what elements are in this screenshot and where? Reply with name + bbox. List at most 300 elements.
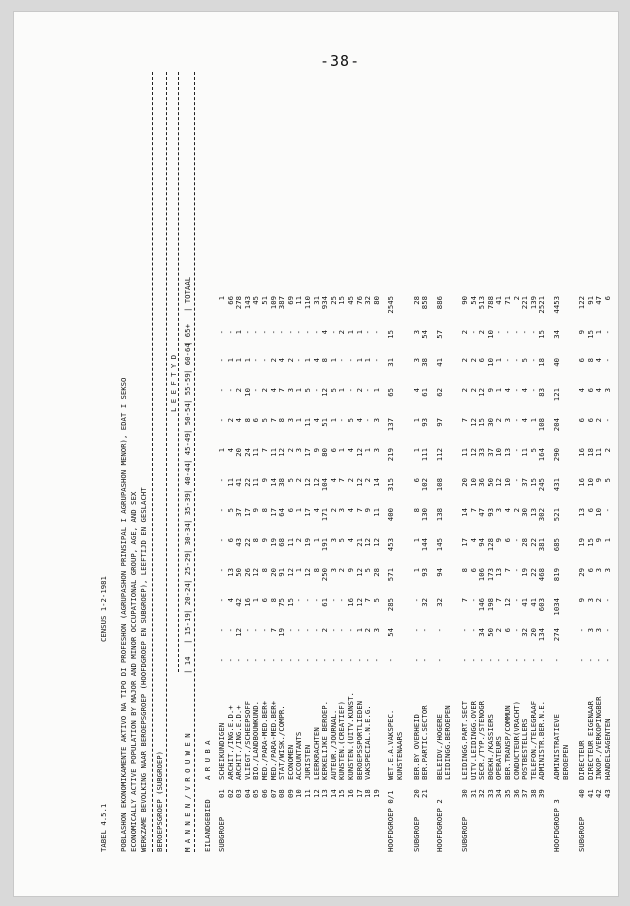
table-cell: 381 bbox=[537, 538, 547, 552]
table-cell: - bbox=[468, 330, 478, 335]
total-cell: 137 bbox=[386, 418, 396, 432]
table-cell: 38 bbox=[420, 358, 430, 367]
table-cell: - bbox=[511, 358, 521, 363]
total-cell: 54 bbox=[386, 628, 396, 637]
table-cell: 4 bbox=[311, 358, 321, 363]
table-cell: - bbox=[225, 628, 235, 633]
table-cell: 4 bbox=[311, 418, 321, 423]
table-cell: 9 bbox=[577, 330, 587, 335]
table-cell: 19 bbox=[577, 538, 587, 547]
table-cell: 66 bbox=[225, 296, 235, 305]
row-number: 42 bbox=[594, 789, 604, 798]
table-cell: 146 bbox=[477, 598, 487, 612]
table-cell: - bbox=[511, 418, 521, 423]
table-cell: 387 bbox=[277, 296, 287, 310]
total-cell: 400 bbox=[386, 508, 396, 522]
row-label: POSTBESTELLERS bbox=[520, 718, 530, 780]
table-cell: 111 bbox=[420, 448, 430, 462]
area-name: A R U B A bbox=[203, 740, 212, 780]
table-cell: 11 bbox=[251, 478, 261, 487]
table-cell: 108 bbox=[537, 418, 547, 432]
table-cell: 8 bbox=[585, 358, 595, 363]
table-cell: 12 bbox=[477, 388, 487, 397]
row-number: 41 bbox=[585, 789, 595, 798]
total-cell: 112 bbox=[434, 448, 444, 462]
table-cell: 20 bbox=[460, 478, 469, 487]
table-cell: 17 bbox=[242, 508, 252, 517]
table-cell: 2 bbox=[285, 448, 295, 453]
row-number: 36 bbox=[511, 789, 521, 798]
table-cell: 51 bbox=[320, 418, 330, 427]
major-group-name-2: LEIDINGG.BEROEPEN bbox=[443, 705, 453, 780]
table-cell: 11 bbox=[460, 448, 469, 457]
row-label: STAT/WISK./COMPR. bbox=[277, 705, 287, 780]
table-cell: 50 bbox=[485, 478, 495, 487]
table-cell: 4 bbox=[577, 388, 587, 393]
total-cell: 41 bbox=[434, 358, 444, 367]
table-cell: 11 bbox=[594, 448, 604, 457]
row-label: ARCHIT./ING.E.D.+ bbox=[234, 705, 244, 780]
table-cell: 9 bbox=[346, 568, 355, 573]
table-cell: 858 bbox=[420, 296, 430, 310]
table-cell: - bbox=[477, 658, 487, 663]
table-cell: 3 bbox=[603, 568, 612, 573]
row-number: 38 bbox=[528, 789, 538, 798]
table-cell: 9 bbox=[594, 538, 604, 543]
table-cell: 8 bbox=[411, 508, 421, 513]
table-cell: 1 bbox=[494, 388, 504, 393]
row-number: 06 bbox=[260, 789, 269, 798]
table-cell: 50 bbox=[485, 628, 495, 637]
row-label: ECONOMEN bbox=[285, 744, 295, 780]
table-cell: 41 bbox=[520, 598, 530, 607]
table-cell: - bbox=[251, 628, 261, 633]
row-number: 35 bbox=[503, 789, 512, 798]
table-cell: 4 bbox=[503, 508, 512, 513]
title-line: WERKZAME BEVOLKING NAAR BEROEPSGROEP (HOOFDGROEP EN SUBGROEP), LEEFTIJD EN GESLACHT bbox=[139, 487, 148, 852]
table-cell: 2 bbox=[346, 478, 355, 483]
row-number: 11 bbox=[303, 789, 312, 798]
table-cell: 110 bbox=[303, 296, 312, 310]
table-cell: - bbox=[328, 330, 338, 335]
table-cell: 12 bbox=[303, 568, 312, 577]
total-cell: 571 bbox=[386, 568, 396, 582]
row-number: 07 bbox=[268, 789, 278, 798]
table-cell: 2 bbox=[460, 358, 469, 363]
table-cell: - bbox=[603, 598, 612, 603]
major-group-name: WET.E.A.VAKSPEC. bbox=[386, 709, 396, 780]
row-label: VLIEGT./SCHEEPSOFF bbox=[242, 700, 252, 780]
age-col-header: | 60-64 bbox=[183, 343, 192, 374]
table-cell: 2521 bbox=[537, 296, 547, 314]
table-cell: 10 bbox=[468, 478, 478, 487]
table-cell: 2 bbox=[363, 628, 373, 633]
table-cell: 6 bbox=[260, 598, 269, 603]
table-cell: - bbox=[242, 658, 252, 663]
table-number: TABEL 4.5.1 bbox=[99, 803, 108, 852]
table-cell: 10 bbox=[594, 508, 604, 517]
row-label: SECR./TYP./STENOGR bbox=[477, 700, 487, 780]
table-cell: 1 bbox=[494, 358, 504, 363]
total-cell: 453 bbox=[386, 538, 396, 552]
table-cell: 1 bbox=[346, 330, 355, 335]
table-cell: - bbox=[411, 598, 421, 603]
table-cell: 7 bbox=[354, 508, 364, 513]
table-cell: 1 bbox=[411, 568, 421, 573]
table-cell: 80 bbox=[320, 448, 330, 457]
row-number: 20 bbox=[411, 789, 421, 798]
row-number: 13 bbox=[320, 789, 330, 798]
table-cell: - bbox=[328, 628, 338, 633]
table-cell: 8 bbox=[311, 568, 321, 573]
row-number: 03 bbox=[234, 789, 244, 798]
table-cell: 9 bbox=[251, 508, 261, 513]
row-number: 40 bbox=[577, 789, 587, 798]
row-label: UITV.LEIDINGG.OVER bbox=[468, 700, 478, 780]
table-cell: - bbox=[520, 330, 530, 335]
total-cell: 431 bbox=[552, 478, 561, 492]
table-cell: 3 bbox=[371, 628, 381, 633]
table-cell: 2 bbox=[594, 418, 604, 423]
table-cell: 4 bbox=[468, 538, 478, 543]
total-cell: 65 bbox=[386, 388, 396, 397]
table-cell: 11 bbox=[371, 508, 381, 517]
table-cell: 3 bbox=[594, 628, 604, 633]
table-cell: 2 bbox=[460, 330, 469, 335]
table-cell: - bbox=[511, 538, 521, 543]
table-cell: - bbox=[217, 658, 226, 663]
page-number: -38- bbox=[320, 52, 361, 70]
table-cell: - bbox=[363, 388, 373, 393]
table-cell: - bbox=[294, 330, 304, 335]
major-group-name-2: BEROEPEN bbox=[560, 744, 570, 780]
table-cell: 12 bbox=[234, 628, 244, 637]
table-cell: 1 bbox=[294, 568, 304, 573]
table-cell: 21 bbox=[354, 538, 364, 547]
table-cell: - bbox=[311, 598, 321, 603]
table-cell: 4 bbox=[320, 330, 330, 335]
table-cell: - bbox=[346, 388, 355, 393]
table-cell: 198 bbox=[485, 598, 495, 612]
table-cell: 14 bbox=[268, 478, 278, 487]
row-number: 14 bbox=[328, 789, 338, 798]
total-cell: 285 bbox=[386, 598, 396, 612]
table-cell: 28 bbox=[371, 568, 381, 577]
table-cell: 6 bbox=[468, 568, 478, 573]
table-cell: 76 bbox=[354, 296, 364, 305]
row-label: ADMINISTR.BER.N.E. bbox=[537, 700, 547, 780]
table-cell: - bbox=[268, 330, 278, 335]
table-cell: 4 bbox=[234, 418, 244, 423]
row-number: 37 bbox=[520, 789, 530, 798]
table-cell: 122 bbox=[577, 296, 587, 310]
table-cell: - bbox=[577, 658, 587, 663]
table-cell: - bbox=[603, 658, 612, 663]
table-cell: 91 bbox=[585, 296, 595, 305]
table-cell: - bbox=[225, 330, 235, 335]
row-label: TELEFON./TELEGRAAF bbox=[528, 700, 538, 780]
table-cell: 6 bbox=[577, 418, 587, 423]
table-cell: - bbox=[371, 658, 381, 663]
table-cell: - bbox=[311, 388, 321, 393]
table-cell: 22 bbox=[528, 538, 538, 547]
table-cell: - bbox=[411, 658, 421, 663]
table-cell: 37 bbox=[520, 478, 530, 487]
table-cell: 32 bbox=[520, 628, 530, 637]
total-cell: 886 bbox=[434, 296, 444, 310]
table-cell: - bbox=[277, 330, 287, 335]
table-cell: 603 bbox=[537, 598, 547, 612]
table-cell: 9 bbox=[311, 448, 321, 453]
table-cell: 7 bbox=[460, 418, 469, 423]
table-cell: - bbox=[303, 598, 312, 603]
table-cell: 90 bbox=[460, 296, 469, 305]
table-cell: 29 bbox=[577, 568, 587, 577]
table-cell: 1 bbox=[354, 330, 364, 335]
table-cell: 128 bbox=[485, 538, 495, 552]
table-cell: 6 bbox=[585, 508, 595, 513]
table-cell: - bbox=[603, 418, 612, 423]
table-cell: 12 bbox=[277, 448, 287, 457]
total-cell: 685 bbox=[552, 538, 561, 552]
row-number: 16 bbox=[346, 789, 355, 798]
table-cell: 30 bbox=[485, 418, 495, 427]
table-cell: 71 bbox=[503, 296, 512, 305]
table-cell: - bbox=[217, 478, 226, 483]
table-cell: 12 bbox=[320, 388, 330, 397]
table-cell: 10 bbox=[242, 388, 252, 397]
table-cell: 15 bbox=[585, 330, 595, 339]
table-cell: - bbox=[337, 628, 347, 633]
table-cell: 12 bbox=[354, 448, 364, 457]
table-cell: 5 bbox=[371, 598, 381, 603]
table-cell: 5 bbox=[363, 568, 373, 573]
table-cell: - bbox=[511, 598, 521, 603]
total-cell: 315 bbox=[386, 478, 396, 492]
table-cell: 3 bbox=[371, 418, 381, 423]
table-cell: 2 bbox=[354, 388, 364, 393]
table-cell: 12 bbox=[285, 568, 295, 577]
table-cell: - bbox=[468, 658, 478, 663]
table-cell: 10 bbox=[585, 478, 595, 487]
age-col-header: | 20-24 bbox=[183, 583, 192, 614]
table-cell: 5 bbox=[520, 358, 530, 363]
row-label: KUNSTEN.(UITV.KUNST. bbox=[346, 692, 355, 780]
table-cell: - bbox=[460, 658, 469, 663]
table-cell: - bbox=[311, 628, 321, 633]
table-cell: 13 bbox=[225, 568, 235, 577]
table-cell: 3 bbox=[585, 628, 595, 633]
table-cell: 3 bbox=[294, 448, 304, 453]
table-cell: 106 bbox=[477, 568, 487, 582]
table-cell: 13 bbox=[503, 448, 512, 457]
age-col-header: | 35-39 bbox=[183, 493, 192, 524]
table-cell: 12 bbox=[354, 568, 364, 577]
table-cell: 12 bbox=[354, 598, 364, 607]
row-label: BOEKH./KASSIERS bbox=[485, 714, 495, 780]
table-cell: 3 bbox=[594, 568, 604, 573]
table-cell: - bbox=[346, 358, 355, 363]
table-cell: 19 bbox=[303, 538, 312, 547]
table-cell: 5 bbox=[603, 478, 612, 483]
table-cell: 22 bbox=[528, 568, 538, 577]
group-col-header: BEROEPSGROEP (SUBGROEP) bbox=[155, 750, 164, 852]
age-col-header: | 45-49 bbox=[183, 433, 192, 464]
title-line: ECONOMICALLY ACTIVE POPULATION BY MAJOR AND MINOR OCCUPATIONAL GROUP, AGE, AND SEX bbox=[129, 491, 138, 852]
total-cell: 1034 bbox=[552, 598, 561, 616]
table-cell: 41 bbox=[494, 296, 504, 305]
row-label: BEROEPSSPORTLIEDEN bbox=[354, 700, 364, 780]
table-cell: 4 bbox=[277, 358, 287, 363]
table-cell: 4 bbox=[346, 448, 355, 453]
table-cell: 8 bbox=[460, 568, 469, 573]
table-cell: 8 bbox=[277, 418, 287, 423]
table-cell: 93 bbox=[420, 418, 430, 427]
row-number: 12 bbox=[311, 789, 321, 798]
table-cell: - bbox=[511, 628, 521, 633]
table-cell: - bbox=[217, 330, 226, 335]
table-cell: - bbox=[363, 330, 373, 335]
total-cell: 4453 bbox=[552, 296, 561, 314]
table-cell: - bbox=[328, 598, 338, 603]
row-number: 39 bbox=[537, 789, 547, 798]
table-cell: 11 bbox=[251, 448, 261, 457]
row-label: ACCOUNTANTS bbox=[294, 731, 304, 780]
row-label: JURISTEN bbox=[303, 744, 312, 780]
row-number: 18 bbox=[363, 789, 373, 798]
table-cell: 3 bbox=[494, 508, 504, 513]
table-cell: 2 bbox=[468, 358, 478, 363]
table-cell: - bbox=[217, 568, 226, 573]
table-cell: - bbox=[528, 658, 538, 663]
row-number: 33 bbox=[485, 789, 495, 798]
table-cell: 51 bbox=[260, 296, 269, 305]
table-cell: - bbox=[303, 628, 312, 633]
table-cell: 19 bbox=[277, 628, 287, 637]
table-cell: 68 bbox=[277, 538, 287, 547]
table-cell: 4 bbox=[594, 388, 604, 393]
table-cell: 2 bbox=[494, 628, 504, 633]
table-cell: 12 bbox=[354, 478, 364, 487]
table-cell: 1 bbox=[294, 388, 304, 393]
table-cell: 10 bbox=[494, 448, 504, 457]
table-cell: 16 bbox=[577, 478, 587, 487]
table-cell: 54 bbox=[420, 330, 430, 339]
table-cell: - bbox=[217, 538, 226, 543]
table-cell: 2 bbox=[460, 388, 469, 393]
table-cell: - bbox=[485, 658, 495, 663]
table-cell: 18 bbox=[537, 358, 547, 367]
table-cell: 7 bbox=[460, 598, 469, 603]
table-cell: 130 bbox=[420, 508, 430, 522]
subgroup-label: SUBGROEP bbox=[411, 816, 421, 852]
table-cell: 42 bbox=[234, 598, 244, 607]
table-cell: 32 bbox=[420, 598, 430, 607]
row-number: 01 bbox=[217, 789, 226, 798]
table-cell: 2 bbox=[294, 478, 304, 483]
table-cell: - bbox=[337, 418, 347, 423]
table-cell: 20 bbox=[234, 448, 244, 457]
table-cell: 12 bbox=[503, 598, 512, 607]
table-cell: 2 bbox=[337, 568, 347, 573]
table-cell: 7 bbox=[268, 418, 278, 423]
header-rule bbox=[166, 72, 167, 852]
table-cell: - bbox=[251, 388, 261, 393]
table-cell: 1 bbox=[371, 388, 381, 393]
table-cell: 22 bbox=[242, 538, 252, 547]
row-label: LEIDINGG.PART.SECT bbox=[460, 700, 469, 780]
area-code: EILANDGEBIED bbox=[203, 799, 212, 852]
table-cell: 5 bbox=[303, 388, 312, 393]
row-number: 30 bbox=[460, 789, 469, 798]
table-cell: 5 bbox=[225, 508, 235, 513]
table-cell: 14 bbox=[371, 478, 381, 487]
table-cell: - bbox=[503, 330, 512, 335]
table-cell: 221 bbox=[520, 296, 530, 310]
table-cell: 5 bbox=[260, 418, 269, 423]
header-rule bbox=[152, 72, 153, 852]
total-cell: 121 bbox=[552, 388, 561, 402]
age-col-header: | 40-44 bbox=[183, 463, 192, 494]
table-cell: 13 bbox=[528, 508, 538, 517]
table-cell: 91 bbox=[277, 568, 287, 577]
title-line: POBLASHON EKONOMIKAMENTE AKTIVO NA TIPO DI PROFESHON (AGRUPASHON PRINSIPAL I AGRUPASHON MENOR), EDAT I SEKSO bbox=[119, 377, 128, 852]
table-cell: 32 bbox=[363, 296, 373, 305]
total-cell: 40 bbox=[552, 358, 561, 367]
table-cell: 20 bbox=[528, 628, 538, 637]
table-cell: 14 bbox=[460, 508, 469, 517]
table-cell: 2 bbox=[294, 538, 304, 543]
age-col-header: | 25-29 bbox=[183, 553, 192, 584]
row-label: BIO./LANDBOUWKUND. bbox=[251, 700, 261, 780]
age-col-header: | 55-59 bbox=[183, 373, 192, 404]
table-cell: 104 bbox=[320, 478, 330, 492]
table-cell: 12 bbox=[303, 478, 312, 487]
table-cell: - bbox=[520, 658, 530, 663]
table-cell: 41 bbox=[528, 598, 538, 607]
row-label: DIRECTEUR bbox=[577, 740, 587, 780]
row-number: 32 bbox=[477, 789, 487, 798]
table-cell: 4 bbox=[268, 388, 278, 393]
table-cell: - bbox=[251, 658, 261, 663]
table-cell: 2 bbox=[511, 508, 521, 513]
table-cell: 1 bbox=[328, 418, 338, 423]
table-cell: 47 bbox=[594, 296, 604, 305]
row-number: 09 bbox=[285, 789, 295, 798]
table-cell: 4 bbox=[520, 418, 530, 423]
table-cell: 12 bbox=[494, 478, 504, 487]
table-cell: - bbox=[371, 358, 381, 363]
table-cell: 54 bbox=[468, 296, 478, 305]
table-cell: 20 bbox=[268, 568, 278, 577]
table-cell: 2 bbox=[363, 478, 373, 483]
table-cell: - bbox=[528, 358, 538, 363]
table-cell: - bbox=[503, 658, 512, 663]
table-cell: 5 bbox=[285, 478, 295, 483]
table-cell: - bbox=[337, 358, 347, 363]
table-cell: 34 bbox=[477, 628, 487, 637]
row-label: BER.PARTIC.SECTOR bbox=[420, 705, 430, 780]
table-cell: - bbox=[511, 478, 521, 483]
table-cell: - bbox=[242, 628, 252, 633]
row-label: DIRECTEUR EIGENAAR bbox=[585, 700, 595, 780]
table-cell: 139 bbox=[528, 296, 538, 310]
total-cell: 219 bbox=[386, 448, 396, 462]
table-cell: 45 bbox=[346, 296, 355, 305]
table-cell: 16 bbox=[577, 448, 587, 457]
table-cell: - bbox=[371, 330, 381, 335]
table-cell: 10 bbox=[503, 478, 512, 487]
